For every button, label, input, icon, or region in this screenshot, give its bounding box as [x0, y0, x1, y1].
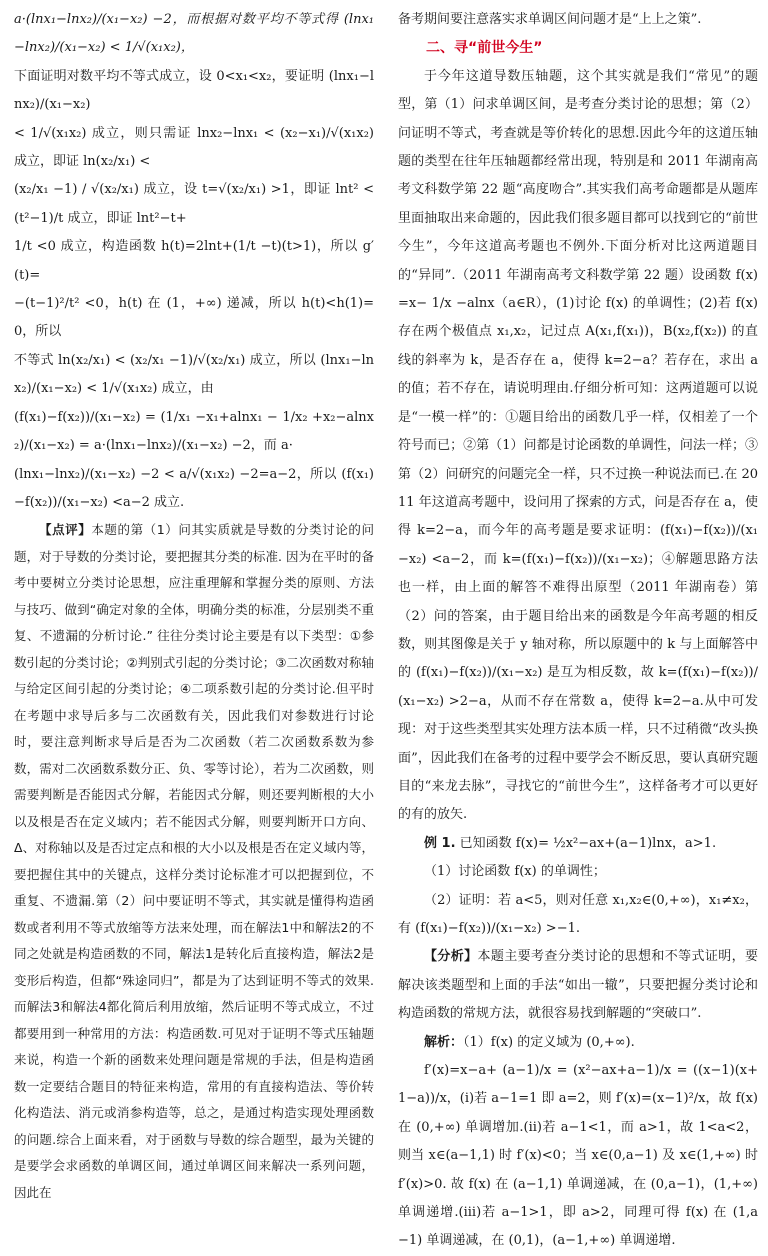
- math-line-9: (lnx₁−lnx₂)/(x₁−x₂) −2 < a/√(x₁x₂) −2=a−2，所以 (f(x₁)−f(x₂))/(x₁−x₂) <a−2 成立.: [14, 466, 374, 510]
- math-line-8: (f(x₁)−f(x₂))/(x₁−x₂) = (1/x₁ −x₁+alnx₁ − 1/x₂ +x₂−alnx₂)/(x₁−x₂) = a·(lnx₁−lnx₂)/(x₁−x₂) −2，而 a·: [14, 409, 374, 454]
- math-line-7: 不等式 ln(x₂/x₁) < (x₂/x₁ −1)/√(x₂/x₁) 成立，所以 (lnx₁−lnx₂)/(x₁−x₂) < 1/√(x₁x₂) 成立，由: [14, 352, 374, 397]
- example-1: [398, 830, 758, 858]
- math-line-5: 1/t <0 成立，构造函数 h(t)=2lnt+(1/t −t)(t>1)，所以 g′(t)=: [14, 239, 374, 283]
- comment-tag: 【点评】: [39, 522, 92, 538]
- math-line-1: a·(lnx₁−lnx₂)/(x₁−x₂) −2，而根据对数平均不等式得 (lnx₁−lnx₂)/(x₁−x₂) < 1/√(x₁x₂)，: [14, 12, 374, 56]
- math-line-3: < 1/√(x₁x₂) 成立，则只需证 lnx₂−lnx₁ < (x₂−x₁)/√(x₁x₂) 成立，即证 ln(x₂/x₁) <: [14, 125, 374, 170]
- solution-paragraph: [398, 1029, 758, 1057]
- solution-tag: 解析：: [424, 1034, 464, 1050]
- example-statement: 已知函数 f(x)= ½x²−ax+(a−1)lnx，a>1.: [459, 835, 717, 851]
- section-title: 二、寻“前世今生”: [426, 40, 543, 57]
- analysis-body: 本题主要考查分类讨论的思想和不等式证明，要解决该类题型和上面的手法“如出一辙”，只要把握分类讨论和构造函数的常规方法，就很容易找到解题的“突破口”.: [398, 949, 758, 1022]
- solution-body: （1）f(x) 的定义域为 (0,+∞).: [463, 1034, 635, 1050]
- math-line-4: (x₂/x₁ −1) / √(x₂/x₁) 成立，设 t=√(x₂/x₁) >1，即证 lnt² < (t²−1)/t 成立，即证 lnt²−t+: [14, 182, 374, 226]
- history-paragraph: 于今年这道导数压轴题，这个其实就是我们“常见”的题型，第（1）问求单调区间，是考查分类讨论的思想；第（2）问证明不等式，考查就是等价转化的思想.因此今年的这道压轴题的类型在往年压轴题都经常出现，特别是和 2011 年湖南高考文科数学第 22 题“高度吻合”.其实我们高考命题都是从题库里面抽取出来命题的，因此我们很多题目都可以找到它的“前世今生”，今年这道高考题也不例外.下面分析对比这两道题目的“异同”.（2011 年湖南高考文科数学第 22 题）设函数 f(x)=x− 1/x −alnx（a∈R），(1)讨论 f(x) 的单调性；(2)若 f(x) 存在两个极值点 x₁,x₂，记过点 A(x₁,f(x₁))，B(x₂,f(x₂)) 的直线的斜率为 k，是否存在 a，使得 k=2−a？若存在，求出 a 的值；若不存在，请说明理由.仔细分析可知：这两道题可以说是“一模一样”的：①题目给出的函数几乎一样，仅相差了一个符号而已；②第（1）问都是讨论函数的单调性，问法一样；③第（2）问研究的问题完全一样，只不过换一种说法而已.在 2011 年这道高考题中，设问用了探索的方式，问是否存在 a，使得 k=2−a，而今年的高考题是要求证明：(f(x₁)−f(x₂))/(x₁−x₂) <a−2，而 k=(f(x₁)−f(x₂))/(x₁−x₂)；④解题思路方法也一样，由上面的解答不难得出原型（2011 年湖南卷）第（2）问的答案，由于题目给出来的函数是今年高考题的相反数，则其图像是关于 y 轴对称，所以原题中的 k 与上面解答中的 (f(x₁)−f(x₂))/(x₁−x₂) 是互为相反数，故 k=(f(x₁)−f(x₂))/(x₁−x₂) >2−a，从而不存在常数 a，使得 k=2−a.从中可发现：对于这些类型其实处理方法本质一样，只不过稍微“改头换面”，因此我们在备考的过程中要学会不断反思，要认真研究题目的“来龙去脉”，寻找它的“前世今生”，这样备考才可以更好的有的放矢.: [398, 68, 758, 823]
- question-2: （2）证明：若 a<5，则对任意 x₁,x₂∈(0,+∞)，x₁≠x₂，有 (f(x₁)−f(x₂))/(x₁−x₂) >−1.: [398, 892, 758, 936]
- math-line-6: −(t−1)²/t² <0，h(t) 在 (1，+∞) 递减，所以 h(t)<h(1)=0，所以: [14, 296, 374, 340]
- left-column: [14, 6, 374, 1206]
- analysis-tag: 【分析】: [424, 949, 478, 965]
- comment-body: 本题的第（1）问其实质就是导数的分类讨论的问题，对于导数的分类讨论，要把握其分类的标准. 因为在平时的备考中要树立分类讨论思想，应注重理解和掌握分类的原则、方法与技巧、做到“确定对象的全体，明确分类的标准，分层别类不重复、不遗漏的分析讨论.” 往往分类讨论主要是有以下类型：①参数引起的分类讨论；②判别式引起的分类讨论；③二次函数对称轴与给定区间引起的分类讨论；④二项系数引起的分类讨论.但平时在考题中求导后多与二次函数有关，因此我们对参数进行讨论时，要注意判断求导后是否为二次函数（若二次函数系数为参数，需对二次函数系数分正、负、零等讨论），若为二次函数，则需要判断是否能因式分解，若能因式分解，则还要判断根的大小以及根是否在定义域内；若不能因式分解，则要判断开口方向、Δ、对称轴以及是否过定点和根的大小以及根是否在定义域内等，要把握住其中的关键点，这样分类讨论标准才可以把握到位，不重复、不遗漏.第（2）问中要证明不等式，其实就是懂得构造函数或者利用不等式放缩等方法来处理，而在解法1中和解法2的不同之处就是构造函数的不同，解法1是转化后直接构造，解法2是变形后构造，但都“殊途同归”，都是为了达到证明不等式的效果.而解法3和解法4都化简后利用放缩，然后证明不等式成立，不过都要用到一种常用的方法：构造函数.可见对于证明不等式压轴题来说，构造一个新的函数来处理问题是常规的手法，但是构造函数一定要结合题目的特征来构造，常用的有直接构造法、等价转化构造法、消元或消参构造等，总之，是通过构造实现处理函数的问题.综合上面来看，对于函数与导数的综合题型，最为关键的是要学会求函数的单调区间，通过单调区间来解决一系列问题，因此在: [14, 522, 374, 1200]
- math-line-2: 下面证明对数平均不等式成立，设 0<x₁<x₂，要证明 (lnx₁−lnx₂)/(x₁−x₂): [14, 68, 374, 113]
- right-column: [398, 6, 758, 1256]
- analysis-paragraph: [398, 943, 758, 1028]
- example-label: 例 1.: [424, 835, 456, 851]
- question-1: （1）讨论函数 f(x) 的单调性；: [424, 864, 606, 880]
- lead-line: 备考期间要注意落实求单调区间问题才是“上上之策”.: [398, 12, 702, 27]
- solution-derivation: f′(x)=x−a+ (a−1)/x = (x²−ax+a−1)/x = ((x−1)(x+1−a))/x，(i)若 a−1=1 即 a=2，则 f′(x)=(x−1)²/x，故 f(x) 在 (0,+∞) 单调增加.(ii)若 a−1<1，而 a>1，故 1<a<2，则当 x∈(a−1,1) 时 f′(x)<0；当 x∈(0,a−1) 及 x∈(1,+∞) 时 f′(x)>0. 故 f(x) 在 (a−1,1) 单调递减，在 (0,a−1)，(1,+∞) 单调递增.(iii)若 a−1>1，即 a>2，同理可得 f(x) 在 (1,a−1) 单调递减，在 (0,1)，(a−1,+∞) 单调递增.: [398, 1063, 758, 1249]
- comment-paragraph: [14, 517, 374, 1206]
- comment-section: [14, 517, 374, 1206]
